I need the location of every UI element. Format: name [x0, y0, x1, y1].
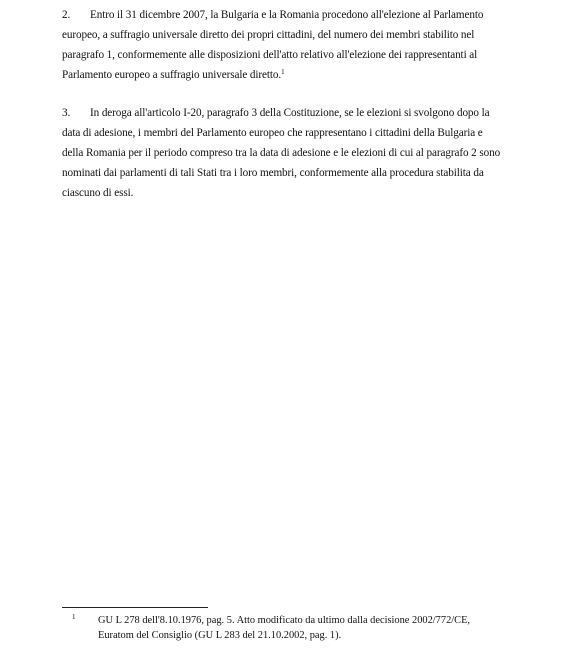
footnote-separator: [62, 607, 208, 608]
paragraph-number: 3.: [62, 107, 71, 119]
paragraph-line: data di adesione, i membri del Parlamento europeo che rappresentano i cittadini della Bulgaria e: [62, 127, 483, 139]
paragraph-text: Entro il 31 dicembre 2007, la Bulgaria e la Romania procedono all'elezione al Parlamento: [90, 9, 484, 21]
paragraph-text: Parlamento europeo a suffragio universale diretto.: [62, 69, 282, 81]
paragraph-line: [62, 65, 522, 85]
paragraph-line: europeo, a suffragio universale diretto dei propri cittadini, del numero dei membri stabilito nel: [62, 29, 475, 41]
paragraph-line: paragrafo 1, conformemente alle disposizioni dell'atto relativo all'elezione dei rappresentanti al: [62, 49, 478, 61]
paragraph-2: [62, 5, 522, 85]
footnote-mark: 1: [72, 613, 76, 621]
footnote-line: Euratom del Consiglio (GU L 283 del 21.10.2002, pag. 1).: [98, 630, 342, 641]
paragraph-line: [62, 5, 522, 25]
footnote: [62, 613, 542, 643]
paragraph-line: ciascuno di essi.: [62, 187, 134, 199]
footnote-reference[interactable]: 1: [281, 68, 285, 76]
paragraph-line: della Romania per il periodo compreso tra la data di adesione e le elezioni di cui al paragrafo 2 sono: [62, 147, 501, 159]
footnote-line: GU L 278 dell'8.10.1976, pag. 5. Atto modificato da ultimo dalla decisione 2002/772/CE,: [98, 615, 471, 626]
paragraph-line: nominati dai parlamenti di tali Stati tra i loro membri, conformemente alla procedura stabilita da: [62, 167, 484, 179]
paragraph-number: 2.: [62, 9, 71, 21]
footnote-text: [98, 613, 542, 643]
paragraph-3: [62, 103, 522, 203]
paragraph-text: In deroga all'articolo I-20, paragrafo 3 della Costituzione, se le elezioni si svolgono dopo la: [90, 107, 490, 119]
paragraph-line: [62, 103, 522, 123]
